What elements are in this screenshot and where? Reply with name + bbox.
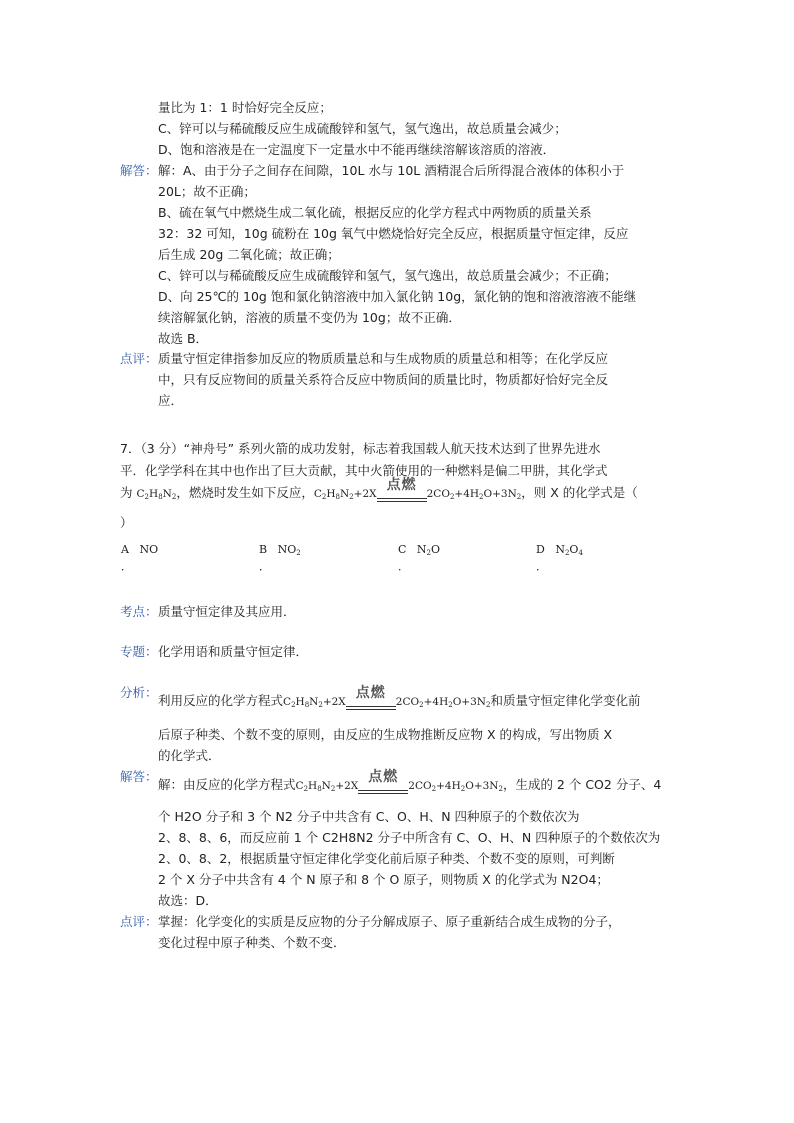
prev-answer-line: 后生成 20g 二氧化硫；故正确； bbox=[158, 247, 340, 262]
q7-stem-line-4: ） bbox=[120, 515, 133, 530]
prev-answer-line: C、锌可以与稀硫酸反应生成硫酸锌和氢气，氢气逸出，故总质量会减少；不正确； bbox=[158, 268, 617, 283]
prev-line-1: 量比为 1：1 时恰好完全反应； bbox=[158, 100, 332, 115]
prev-answer-line: B、硫在氧气中燃烧生成二氧化硫，根据反应的化学方程式中两物质的质量关系 bbox=[158, 205, 592, 220]
prev-comment-line: 中，只有反应物间的质量关系符合反应中物质间的质量比时，物质都好恰好完全反 bbox=[158, 372, 609, 387]
q7-stem-line-3: 为 $C_2H_8N_2$，燃烧时发生如下反应，$C_2H_8N_2+2X$ 点燃 $2CO_2+4H_2O+3N_2$，则 X 的化学式是（ bbox=[120, 484, 638, 506]
prev-answer-label: 解答： bbox=[120, 163, 158, 178]
answer-line-4: 2、0、8、2，根据质量守恒定律化学变化前后原子种类、个数不变的原则，可判断 bbox=[158, 851, 615, 866]
prev-answer-line: 故选 B． bbox=[158, 331, 209, 346]
prev-comment-line: 质量守恒定律指参加反应的物质质量总和与生成物质的质量总和相等；在化学反应 bbox=[158, 351, 609, 366]
option-dot: ． bbox=[259, 560, 270, 573]
equation-reactants: $C_2H_8N_2+2X$ bbox=[313, 488, 377, 501]
analysis-line-3: 的化学式． bbox=[158, 748, 221, 763]
prev-answer-line: 解：A、由于分子之间存在间隙，10L 水与 10L 酒精混合后所得混合液体的体积小于 bbox=[158, 163, 625, 178]
comment-line-1: 掌握：化学变化的实质是反应物的分子分解成原子、原子重新结合成生成物的分子， bbox=[158, 914, 621, 929]
prev-answer-line: 20L；故不正确； bbox=[158, 184, 256, 199]
option-dot: ． bbox=[121, 560, 132, 573]
answer-line-1: 解：由反应的化学方程式$C_2H_8N_2+2X$ 点燃 $2CO_2+4H_2O+3N_2$，生成的 2 个 CO2 分子、4 bbox=[158, 776, 661, 798]
answer-line-2: 个 H2O 分子和 3 个 N2 分子中共含有 C、O、H、N 四种原子的个数依次为 bbox=[158, 809, 580, 824]
zhuanti-text: 化学用语和质量守恒定律． bbox=[158, 644, 309, 659]
reaction-arrow: 点燃 bbox=[377, 488, 427, 506]
option-dot: ． bbox=[398, 560, 409, 573]
option-d[interactable]: D $N_2O_4$ bbox=[536, 543, 583, 557]
answer-line-5: 2 个 X 分子中共含有 4 个 N 原子和 8 个 O 原子，则物质 X 的化学式为 N2O4； bbox=[158, 872, 609, 887]
answer-line-6: 故选：D． bbox=[158, 893, 218, 908]
reaction-arrow: 点燃 bbox=[358, 780, 408, 798]
option-c[interactable]: C $N_2O$ bbox=[398, 543, 441, 557]
prev-comment-line: 应． bbox=[158, 393, 184, 408]
reaction-arrow: 点燃 bbox=[346, 696, 396, 714]
kaodian-text: 质量守恒定律及其应用． bbox=[158, 604, 296, 619]
prev-comment-label: 点评： bbox=[120, 351, 158, 366]
prev-line-3: D、饱和溶液是在一定温度下一定量水中不能再继续溶解该溶质的溶液． bbox=[158, 142, 556, 157]
equation-products: $2CO_2+4H_2O+3N_2$ bbox=[426, 488, 522, 501]
prev-answer-line: 32：32 可知，10g 硫粉在 10g 氧气中燃烧恰好完全反应，根据质量守恒定律，反应 bbox=[158, 226, 629, 241]
kaodian-label: 考点： bbox=[120, 604, 158, 619]
prev-answer-line: D、向 25℃的 10g 饱和氯化钠溶液中加入氯化钠 10g，氯化钠的饱和溶液溶液不能继 bbox=[158, 289, 637, 304]
fuel-formula: $C_2H_8N_2$ bbox=[136, 488, 177, 501]
prev-answer-line: 续溶解氯化钠，溶液的质量不变仍为 10g；故不正确． bbox=[158, 310, 461, 325]
analysis-line-1: 利用反应的化学方程式$C_2H_8N_2+2X$ 点燃 $2CO_2+4H_2O+3N_2$和质量守恒定律化学变化前 bbox=[158, 692, 640, 714]
analysis-line-2: 后原子种类、个数不变的原则，由反应的生成物推断反应物 X 的构成，写出物质 X bbox=[158, 727, 613, 742]
comment-line-2: 变化过程中原子种类、个数不变． bbox=[158, 935, 346, 950]
q7-stem-line-1: 7．（3 分）“神舟号” 系列火箭的成功发射，标志着我国载人航天技术达到了世界先进水 bbox=[120, 441, 601, 456]
q7-stem-line-2: 平．化学学科在其中也作出了巨大贡献，其中火箭使用的一种燃料是偏二甲肼，其化学式 bbox=[120, 463, 608, 478]
comment-label: 点评： bbox=[120, 914, 158, 929]
prev-line-2: C、锌可以与稀硫酸反应生成硫酸锌和氢气，氢气逸出，故总质量会减少； bbox=[158, 121, 567, 136]
option-b[interactable]: B $NO_2$ bbox=[259, 543, 301, 557]
answer-line-3: 2、8、8、6，而反应前 1 个 C2H8N2 分子中所含有 C、O、H、N 四种原子的个数依次为 bbox=[158, 830, 661, 845]
answer-label: 解答： bbox=[120, 769, 158, 784]
zhuanti-label: 专题： bbox=[120, 644, 158, 659]
option-dot: ． bbox=[536, 560, 547, 573]
analysis-label: 分析： bbox=[120, 685, 158, 700]
option-a[interactable]: A NO bbox=[121, 543, 159, 556]
